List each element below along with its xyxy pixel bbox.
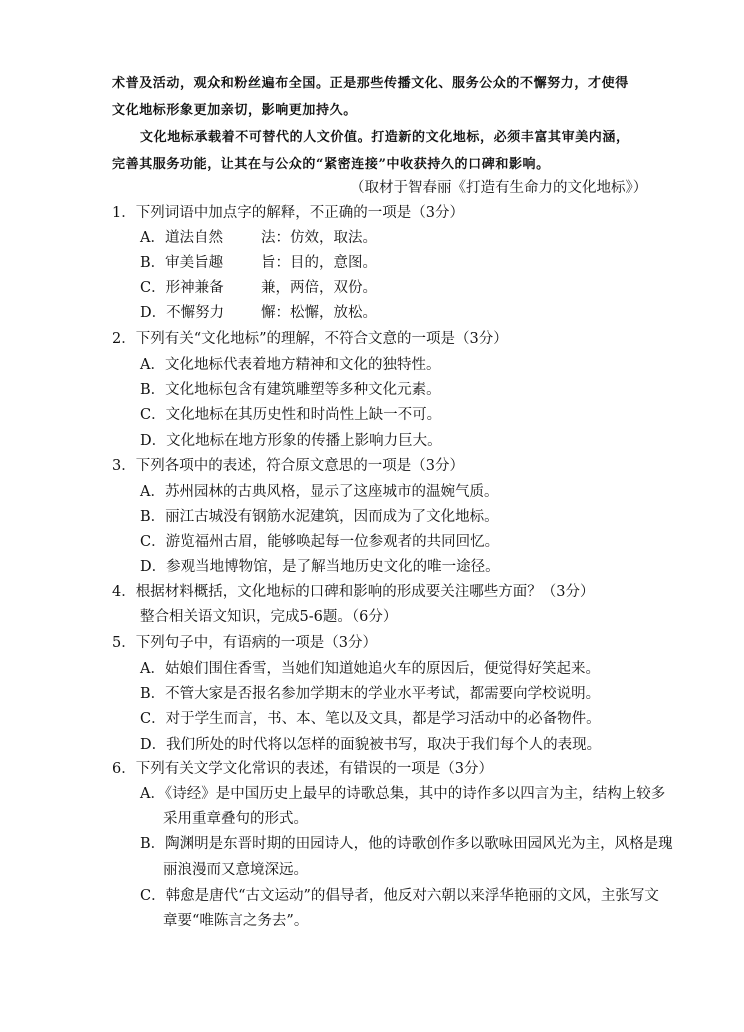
q1-option-b-word: B．审美旨趣	[140, 255, 224, 271]
q6-option-a-line-2: 采用重章叠句的形式。	[163, 811, 308, 827]
q6-option-c-line-2: 章要“唯陈言之务去”。	[163, 913, 309, 929]
q3-stem: 3．下列各项中的表述，符合原文意思的一项是（3分）	[112, 458, 464, 474]
q2-option-c: C．文化地标在其历史性和时尚性上缺一不可。	[140, 407, 442, 423]
q6-option-b-line-2: 丽浪漫而又意境深远。	[163, 862, 308, 878]
q1-option-d-gloss: 懈：松懈，放松。	[261, 305, 377, 321]
q6-option-a-line-1: A．《诗经》是中国历史上最早的诗歌总集，其中的诗作多以四言为主，结构上较多	[140, 786, 666, 802]
passage-line-4: 完善其服务功能，让其在与公众的“紧密连接”中收获持久的口碑和影响。	[112, 157, 550, 172]
q5-option-d: D．我们所处的时代将以怎样的面貌被书写，取决于我们每个人的表现。	[140, 737, 602, 753]
q1-option-a	[140, 228, 377, 248]
passage-source: （取材于智春丽《打造有生命力的文化地标》）	[350, 180, 648, 196]
q5-option-c: C．对于学生而言，书、本、笔以及文具，都是学习活动中的必备物件。	[140, 711, 601, 727]
section-instruction: 整合相关语文知识，完成5-6题。（6分）	[140, 609, 398, 625]
q5-option-b: B．不管大家是否报名参加学期末的学业水平考试，都需要向学校说明。	[140, 686, 601, 702]
q1-option-b-gloss: 旨：目的，意图。	[261, 255, 377, 271]
q1-stem: 1．下列词语中加点字的解释，不正确的一项是（3分）	[112, 205, 464, 221]
passage-line-1: 术普及活动，观众和粉丝遍布全国。正是那些传播文化、服务公众的不懈努力，才使得	[112, 76, 629, 91]
q1-option-a-word: A．道法自然	[140, 230, 223, 246]
q3-option-c: C．游览福州古眉，能够唤起每一位参观者的共同回忆。	[140, 534, 500, 550]
q2-stem: 2．下列有关“文化地标”的理解，不符合文意的一项是（3分）	[112, 331, 508, 347]
q1-option-a-gloss: 法：仿效，取法。	[261, 230, 377, 246]
passage-line-3: 文化地标承载着不可替代的人文价值。打造新的文化地标，必须丰富其审美内涵，	[140, 130, 630, 145]
q3-option-a: A．苏州园林的古典风格，显示了这座城市的温婉气质。	[140, 484, 499, 500]
q6-option-b-line-1: B．陶渊明是东晋时期的田园诗人，他的诗歌创作多以歌咏田园风光为主，风格是瑰	[140, 836, 673, 852]
q6-option-c-line-1: C．韩愈是唐代“古文运动”的倡导者，他反对六朝以来浮华艳丽的文风，主张写文	[140, 888, 659, 904]
q1-option-b	[140, 253, 377, 273]
q1-option-d-word: D．不懈努力	[140, 305, 225, 321]
q6-stem: 6．下列有关文学文化常识的表述，有错误的一项是（3分）	[112, 761, 493, 777]
q4-stem: 4．根据材料概括，文化地标的口碑和影响的形成要关注哪些方面？（3分）	[112, 584, 595, 600]
q1-option-c-gloss: 兼，两倍，双份。	[261, 280, 377, 296]
q1-option-c	[140, 278, 377, 298]
q2-option-a: A．文化地标代表着地方精神和文化的独特性。	[140, 357, 441, 373]
q2-option-d: D．文化地标在地方形象的传播上影响力巨大。	[140, 433, 442, 449]
q3-option-d: D．参观当地博物馆，是了解当地历史文化的唯一途径。	[140, 559, 500, 575]
q1-option-d	[140, 303, 377, 323]
q2-option-b: B．文化地标包含有建筑雕塑等多种文化元素。	[140, 382, 441, 398]
q3-option-b: B．丽江古城没有钢筋水泥建筑，因而成为了文化地标。	[140, 509, 499, 525]
q5-stem: 5．下列句子中，有语病的一项是（3分）	[112, 635, 377, 651]
passage-line-2: 文化地标形象更加亲切，影响更加持久。	[112, 103, 357, 118]
q1-option-c-word: C．形神兼备	[140, 280, 224, 296]
q5-option-a: A．姑娘们围住香雪，当她们知道她追火车的原因后，便觉得好笑起来。	[140, 661, 600, 677]
